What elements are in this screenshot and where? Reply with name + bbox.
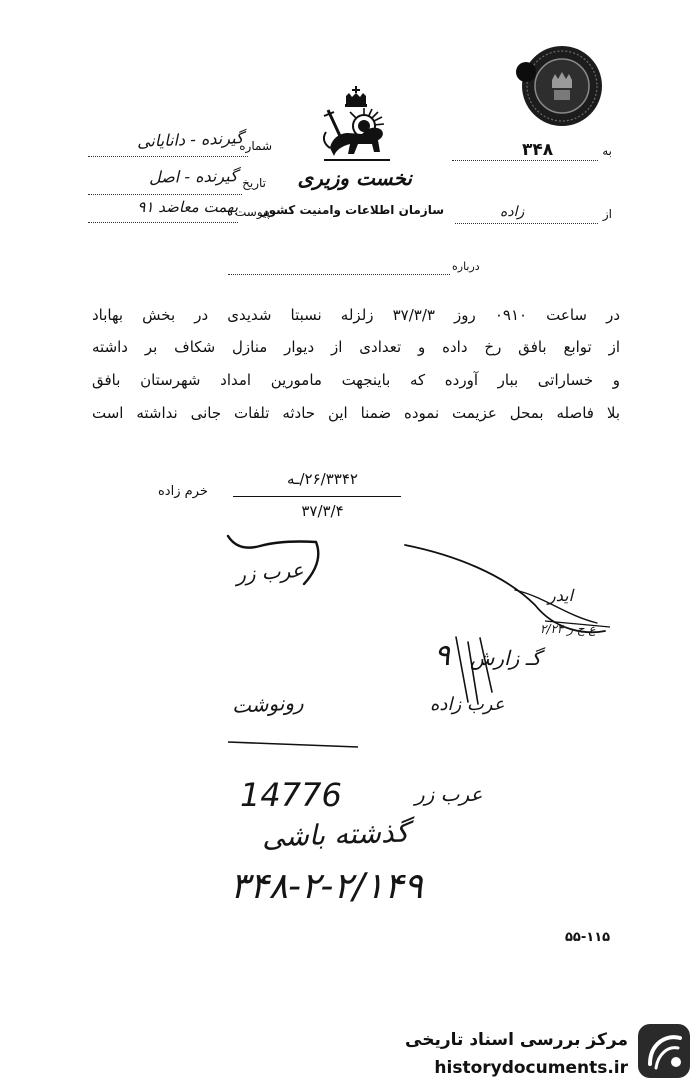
file-number: 14776	[240, 776, 342, 814]
number-value: گیرنده - دانایانی	[136, 128, 244, 151]
reference-number: هـ/۲۶/۳۳۴۲	[287, 470, 358, 488]
date-dotted-line	[88, 194, 242, 195]
organization-title: نخست وزیری	[297, 166, 412, 190]
to-value: ۳۴۸	[522, 140, 554, 160]
attachment-dotted-line	[88, 222, 238, 223]
body-line: و خساراتی ببار آورده که باینجهت مامورین امداد شهرستان بافق	[92, 371, 620, 389]
reference-fraction-line	[233, 496, 401, 497]
subject-dotted-line	[228, 274, 450, 275]
date-label: تاریخ	[242, 176, 266, 190]
file-signer: عرب زر	[415, 782, 483, 806]
report-digit: ۹	[434, 638, 451, 673]
divider-line	[228, 740, 362, 750]
note-right-code: ع ج ر ۲/۲۴	[540, 622, 596, 636]
archive-logo-icon	[636, 1020, 692, 1082]
body-line: بلا فاصله بمحل عزیمت نموده ضمنا این حادثه تلفات جانی نداشته است	[92, 404, 620, 422]
archive-code: ۳۴۸-۲-۲/۱۴۹	[230, 866, 423, 907]
lion-and-sun-icon	[318, 86, 394, 164]
attachment-value: بهمت معاضد ۹۱	[137, 198, 238, 216]
from-label: از	[602, 207, 612, 221]
copy-note: رونوشت	[231, 690, 305, 718]
number-label: شماره	[239, 139, 272, 153]
to-label: به	[602, 144, 612, 158]
watermark-name: مرکز بررسی اسناد تاریخی	[405, 1030, 628, 1050]
reference-name: خرم زاده	[158, 484, 208, 499]
attachment-label: پیوست	[235, 205, 270, 219]
report-signer: عرب زاده	[430, 694, 505, 715]
watermark-url: historydocuments.ir	[434, 1058, 628, 1078]
reference-date: ۳۷/۳/۴	[301, 502, 344, 520]
signature-left: عرب زر	[235, 557, 305, 587]
note-right-top: ایدر	[548, 586, 574, 605]
page-code: ۵۵-۱۱۵	[565, 930, 611, 945]
report-note: گـ زارش	[470, 646, 542, 670]
body-line: از توابع بافق رخ داده و تعدادی از دیوار منازل شکاف بر داشته	[92, 338, 620, 356]
subject-label: درباره	[452, 260, 480, 273]
organization-subtitle: سازمان اطلاعات وامنیت کشور	[261, 203, 444, 217]
body-line: در ساعت ۰۹۱۰ روز ۳۷/۳/۳ زلزله نسبتا شدیدی در بخش بهاباد	[92, 306, 620, 324]
number-dotted-line	[88, 156, 248, 157]
date-value: گیرنده - اصل	[149, 166, 239, 187]
round-seal-icon	[508, 40, 608, 132]
to-dotted-line	[452, 160, 598, 161]
from-dotted-line	[455, 223, 598, 224]
from-value: زاده	[500, 204, 525, 220]
file-note: گذشته باشی	[261, 815, 410, 854]
